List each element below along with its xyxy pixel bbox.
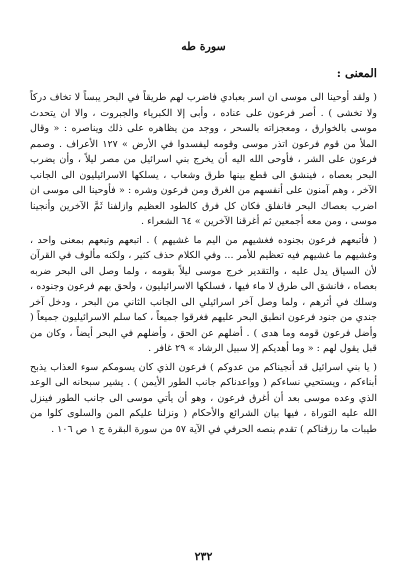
paragraph: ( ولقد أوحينا الى موسى ان اسر بعبادي فاضرب لهم طريقاً في البحر يبساً لا تخاف دركاً ولا تخشى ) . أصر فرعون على عناده ، وأبى إلا الكبرياء والجبروت ، والا ان يتحدث موسى بالخوارق ، ومعجزاته بالسحر ، ووجد من يظاهره على ذلك ويناصره : « وقال الملأ من قوم فرعون اتذر موسى وقومه ليفسدوا في الأرض » ١٢٧ الأعراف . وصمم فرعون على الشر ، فأوحى الله اليه أن يخرج بني اسرائيل من مصر ليلاً ، وأن يضرب البحر بعصاه ، فينشق الى قطع بينها طرق وشعاب ، يسلكها الاسرائيليون الى الجانب الآخر ، وهم آمنون على أنفسهم من الغرق ومن فرعون وشره : « فأوحينا الى موسى ان اضرب بعصاك البحر فانفلق فكان كل فرق كالطود العظيم وازلفنا ثَمَّ الآخرين وأنجينا موسى ، ومن معه أجمعين ثم أغرقنا الآخرين » ٦٤ الشعراء . [30,92,377,227]
page-number: ٢٣٢ [194,550,213,563]
paragraph: ( يا بني اسرائيل قد أنجيناكم من عدوكم ) فرعون الذي كان يسومكم سوء العذاب يذبح أبناءكم ، ويستحيي نساءكم ( وواعدناكم جانب الطور الأيمن ) . يشير سبحانه الى الوعد الذي وعده موسى بعد أن أغرق فرعون ، وهو أن يأتي موسى الى جانب الطور فينزل الله عليه التوراة ، فيها بيان الشرائع والأحكام ( ونزلنا عليكم المن والسلوى كلوا من طيبات ما رزقناكم ) تقدم بنصه الحرفي في الآية ٥٧ من سورة البقرة ج ١ ص ١٠٦ . [30,361,377,435]
paragraph: ( فأتبعهم فرعون بجنوده فغشيهم من اليم ما غشيهم ) . اتبعهم وتبعهم بمعنى واحد ، وغشيهم ما غشيهم فيه تعظيم للأمر ... وفي الكلام حذف كثير ، ولكنه مألوف في القرآن لأن السياق يدل عليه ، والتقدير خرج موسى ليلاً بقومه ، ولما وصل الى البحر ضربه بعصاه ، فانشق الى طرق لا ماء فيها ، فسلكها الاسرائيليون ، ولحق بهم فرعون وجنوده ، وسلك في أثرهم ، ولما وصل آخر اسرائيلي الى الجانب الثاني من البحر ، ودخل آخر جندي من جنود فرعون انطبق البحر عليهم فغرقوا جميعاً ، كما سلم الاسرائيليون جميعاً ( وأضل فرعون قومه وما هدى ) . أضلهم عن الحق ، وأضلهم في البحر أيضاً ، وكان من قبل يقول لهم : « وما أهديكم إلا سبيل الرشاد » ٢٩ غافر . [30,234,377,354]
surah-title: سورة طه [181,40,226,53]
section-heading: المعنى : [336,66,377,80]
commentary-body [30,90,377,440]
